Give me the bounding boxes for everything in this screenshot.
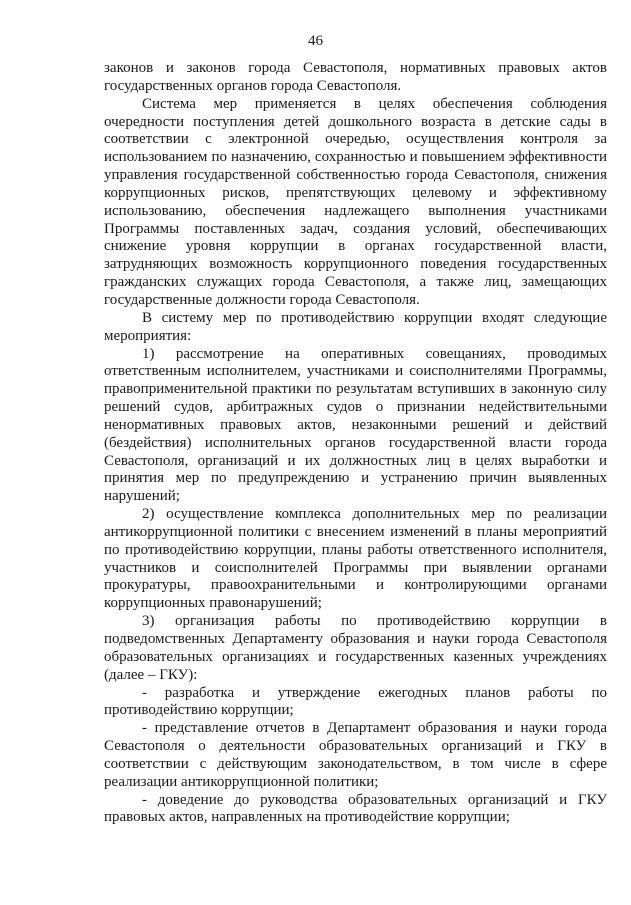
list-item: 3) организация работы по противодействию коррупции в подведомственных Департаменту образования и науки города Севастополя образовательных организациях и государственных казенных учреждениях (далее – ГКУ): bbox=[104, 613, 607, 683]
page-number: 46 bbox=[308, 33, 323, 49]
paragraph: Система мер применяется в целях обеспечения соблюдения очередности поступления детей дошкольного возраста в детские сады в соответствии с электронной очередью, осуществления контроля за использованием по назначению, сохранностью и повышением эффективности управления государственной собственностью города Севастополя, снижения коррупционных рисков, препятствующих целевому и эффективному использованию, обеспечения надлежащего выполнения участниками Программы поставленных задач, создания условий, обеспечивающих снижение уровня коррупции в органах государственной власти, затрудняющих возможность коррупционного поведения государственных гражданских служащих города Севастополя, а также лиц, замещающих государственные должности города Севастополя. bbox=[104, 95, 607, 308]
paragraph: В систему мер по противодействию коррупции входят следующие мероприятия: bbox=[104, 309, 607, 344]
sub-list-item: - представление отчетов в Департамент образования и науки города Севастополя о деятельности образовательных организаций и ГКУ в соответствии с действующим законодательством, в том числе в сфере реализации антикоррупционной политики; bbox=[104, 720, 607, 790]
sub-list-item: - доведение до руководства образовательных организаций и ГКУ правовых актов, направленных на противодействие коррупции; bbox=[104, 791, 607, 826]
list-item: 1) рассмотрение на оперативных совещаниях, проводимых ответственным исполнителем, участниками и соисполнителями Программы, правоприменительной практики по результатам вступивших в законную силу решений судов, арбитражных судов о признании недействительными ненормативных правовых актов, незаконными решений и действий (бездействия) исполнительных органов государственной власти города Севастополя, организаций и их должностных лиц в целях выработки и принятия мер по предупреждению и устранению причин выявленных нарушений; bbox=[104, 345, 607, 505]
sub-list-item: - разработка и утверждение ежегодных планов работы по противодействию коррупции; bbox=[104, 684, 607, 719]
list-item: 2) осуществление комплекса дополнительных мер по реализации антикоррупционной политики с внесением изменений в планы мероприятий по противодействию коррупции, планы работы ответственного исполнителя, участников и соисполнителей Программы при выявлении органами прокуратуры, правоохранительными и контролирующими органами коррупционных правонарушений; bbox=[104, 506, 607, 612]
paragraph: законов и законов города Севастополя, нормативных правовых актов государственных органов города Севастополя. bbox=[104, 60, 607, 94]
body-text bbox=[104, 60, 607, 827]
